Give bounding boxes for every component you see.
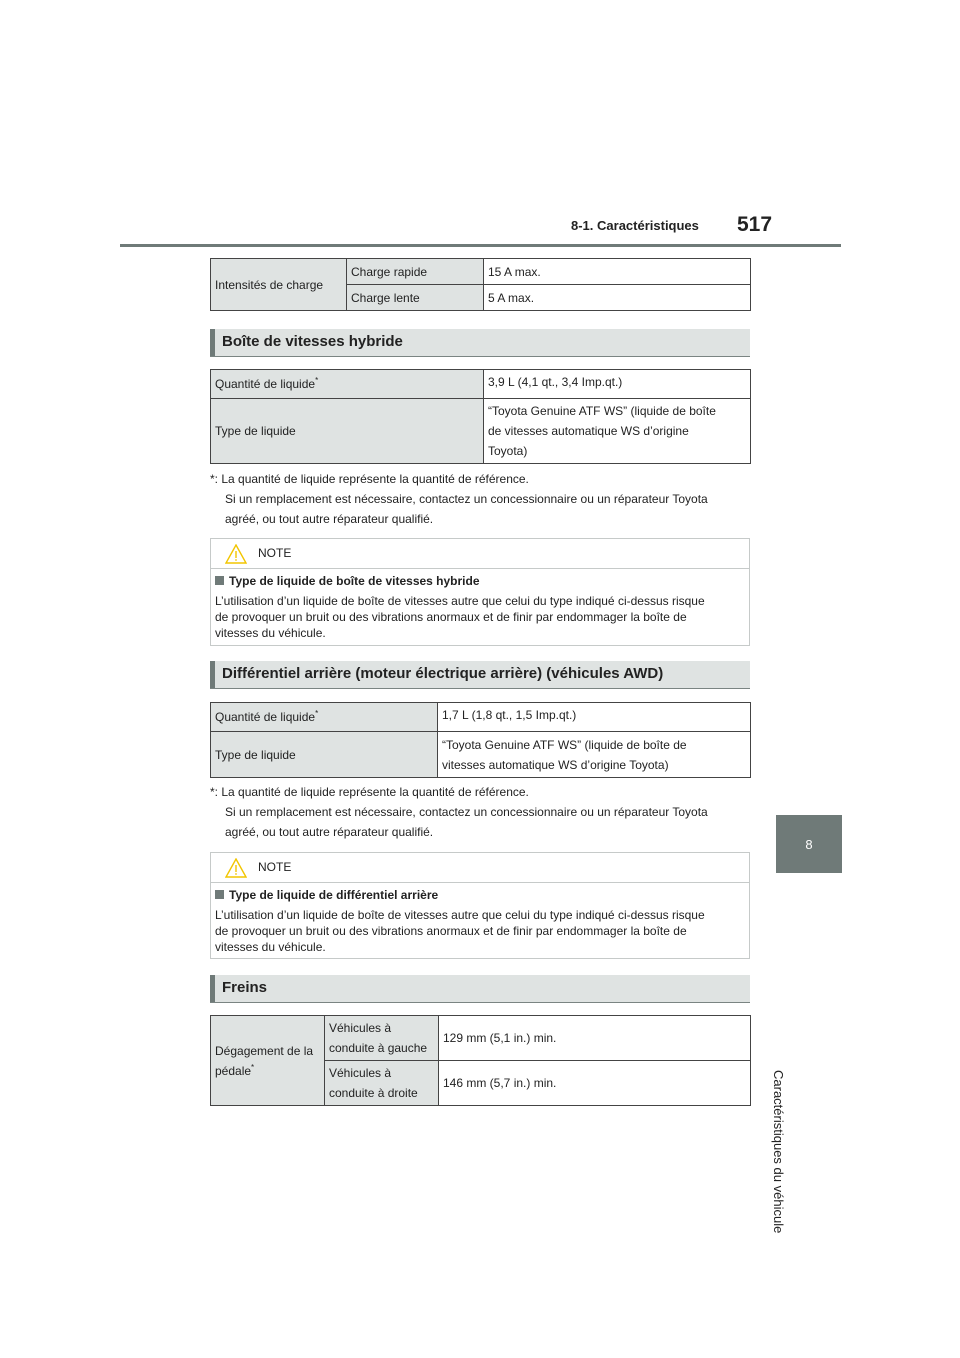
pedal-clearance-label: Dégagement de la pédale* [211,1016,325,1106]
fluid-type-label: Type de liquide [211,399,484,464]
fluid-quantity-label: Quantité de liquide* [211,370,484,399]
page-number: 517 [737,213,773,236]
charge-label: Intensités de charge [211,259,347,311]
section-header-rear-differential: Différentiel arrière (moteur électrique arrière) (véhicules AWD) [210,661,750,689]
fluid-type-value: “Toyota Genuine ATF WS” (liquide de boîte de vitesses automatique WS d’origine Toyota) [438,732,751,778]
warning-icon [225,544,247,564]
note-label: NOTE [258,546,292,560]
section-title: 8-1. Caractéristiques [571,218,699,233]
fluid-quantity-label: Quantité de liquide* [211,703,438,732]
note-subhead: Type de liquide de boîte de vitesses hybride [215,573,745,589]
hybrid-transmission-table [210,369,751,464]
square-bullet-icon [215,890,224,899]
charge-value: 15 A max. [484,259,751,285]
note-label: NOTE [258,860,292,874]
charge-type: Charge lente [347,285,484,311]
section-header-hybrid-transmission: Boîte de vitesses hybride [210,329,750,357]
rear-differential-table [210,702,751,778]
section-header-brakes: Freins [210,975,750,1003]
fluid-quantity-value: 1,7 L (1,8 qt., 1,5 Imp.qt.) [438,703,751,732]
charge-table [210,258,751,311]
pedal-clearance-value: 129 mm (5,1 in.) min. [439,1016,751,1061]
fluid-type-label: Type de liquide [211,732,438,778]
drive-type: Véhicules à conduite à droite [325,1061,439,1106]
pedal-clearance-value: 146 mm (5,7 in.) min. [439,1061,751,1106]
square-bullet-icon [215,576,224,585]
footnote: *: La quantité de liquide représente la quantité de référence. Si un remplacement est nécessaire, contactez un concessionnaire ou un réparateur Toyota agréé, ou tout autre réparateur qualifié. [210,472,708,526]
header-rule [120,244,841,247]
fluid-quantity-value: 3,9 L (4,1 qt., 3,4 Imp.qt.) [484,370,751,399]
note-box: NOTE Type de liquide de différentiel arrière L’utilisation d’un liquide de boîte de vitesses autre que celui du type indiqué ci-dessus risque de provoquer un bruit ou des vibrations anormaux et de finir par endommager la boîte de vitesses du véhicule. [210,852,750,959]
chapter-tab[interactable] [776,815,842,873]
drive-type: Véhicules à conduite à gauche [325,1016,439,1061]
chapter-number: 8 [805,836,813,852]
brakes-table [210,1015,751,1106]
chapter-label: Caractéristiques du véhicule [771,1070,786,1234]
footnote: *: La quantité de liquide représente la quantité de référence. Si un remplacement est nécessaire, contactez un concessionnaire ou un réparateur Toyota agréé, ou tout autre réparateur qualifié. [210,785,708,839]
charge-type: Charge rapide [347,259,484,285]
warning-icon [225,858,247,878]
charge-value: 5 A max. [484,285,751,311]
note-subhead: Type de liquide de différentiel arrière [215,887,745,903]
fluid-type-value: “Toyota Genuine ATF WS” (liquide de boîte de vitesses automatique WS d’origine Toyota) [484,399,751,464]
note-box: NOTE Type de liquide de boîte de vitesses hybride L’utilisation d’un liquide de boîte de vitesses autre que celui du type indiqué ci-dessus risque de provoquer un bruit ou des vibrations anormaux et de finir par endommager la boîte de vitesses du véhicule. [210,538,750,646]
